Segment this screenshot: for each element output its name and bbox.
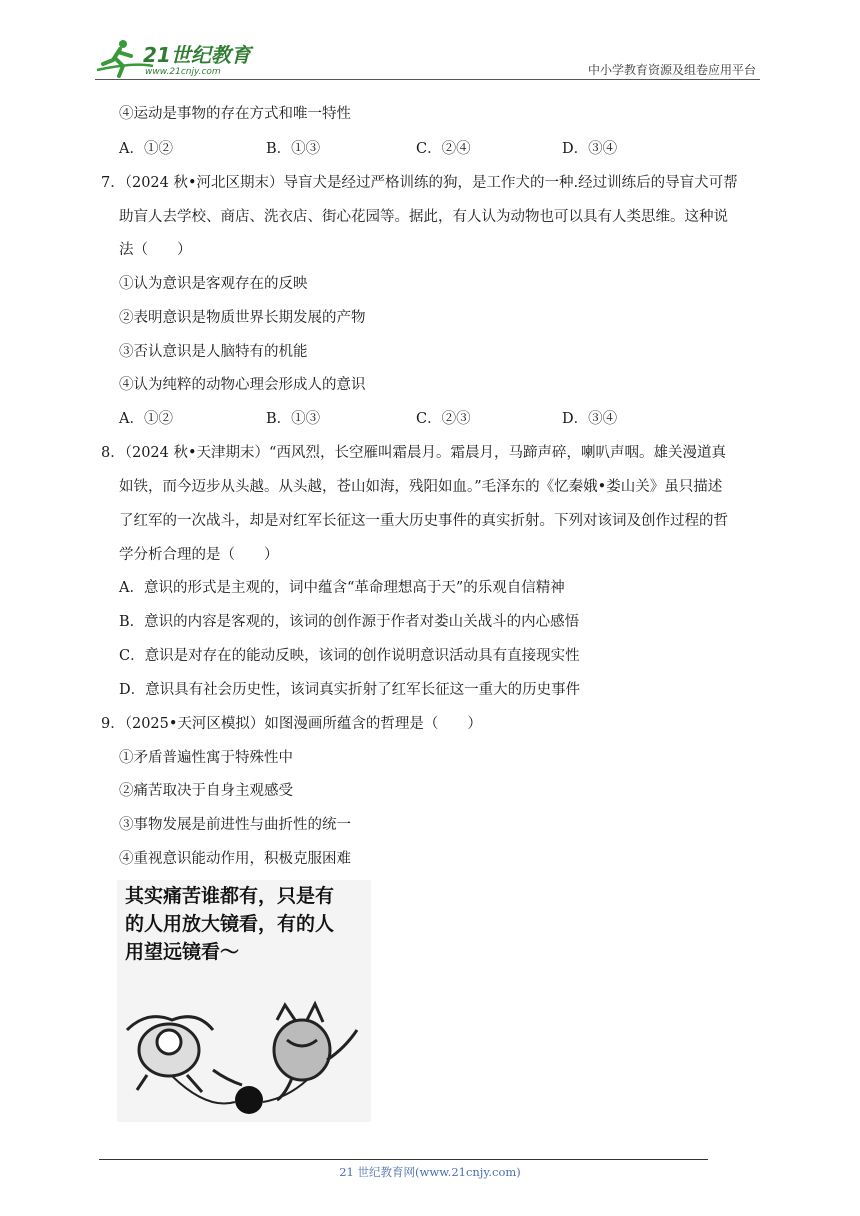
cartoon-caption-1: 其实痛苦谁都有，只是有 <box>125 885 335 907</box>
q8-stem-line-4: 学分析合理的是（ ） <box>119 547 279 563</box>
q7-option-d: D．③④ <box>562 411 618 427</box>
q8-stem-line-1: 8．（2024 秋•天津期末）“西风烈，长空雁叫霜晨月。霜晨月，马蹄声碎，喇叭声咽。雄关漫道真 <box>101 445 726 461</box>
q9-item-3: ③事物发展是前进性与曲折性的统一 <box>119 817 351 833</box>
q7-item-2: ②表明意识是物质世界长期发展的产物 <box>119 310 366 326</box>
prev-option-c: C．②④ <box>416 141 471 157</box>
header-divider <box>95 79 760 80</box>
q7-stem-line-2: 助盲人去学校、商店、洗衣店、街心花园等。据此，有人认为动物也可以具有人类思维。这种说 <box>119 209 728 225</box>
platform-name: 中小学教育资源及组卷应用平台 <box>587 63 756 77</box>
cartoon-image <box>117 880 371 1122</box>
q7-option-a: A．①② <box>119 411 173 427</box>
q7-item-1: ①认为意识是客观存在的反映 <box>119 276 308 292</box>
q9-stem: 9．（2025•天河区模拟）如图漫画所蕴含的哲理是（ ） <box>101 716 482 732</box>
q7-stem-line-3: 法（ ） <box>119 242 192 258</box>
q9-item-2: ②痛苦取决于自身主观感受 <box>119 783 293 799</box>
q8-option-a: A．意识的形式是主观的，词中蕴含“革命理想高于天”的乐观自信精神 <box>119 580 565 596</box>
q8-stem-line-3: 了红军的一次战斗，却是对红军长征这一重大历史事件的真实折射。下列对该词及创作过程的哲 <box>119 513 728 529</box>
q7-item-3: ③否认意识是人脑特有的机能 <box>119 344 308 360</box>
q7-option-c: C．②③ <box>416 411 471 427</box>
q7-stem-line-1: 7．（2024 秋•河北区期末）导盲犬是经过严格训练的狗，是工作犬的一种.经过训练后的导盲犬可帮 <box>101 175 738 191</box>
cartoon-ball <box>235 1086 263 1114</box>
q8-option-c: C．意识是对存在的能动反映，该词的创作说明意识活动具有直接现实性 <box>119 648 580 664</box>
prev-option-a: A．①② <box>119 141 173 157</box>
site-logo <box>93 36 263 80</box>
svg-text:www.21cnjy.com: www.21cnjy.com <box>145 67 221 77</box>
logo-runner-head <box>119 40 127 48</box>
prev-option-b: B．①③ <box>266 141 321 157</box>
q9-item-1: ①矛盾普遍性寓于特殊性中 <box>119 750 293 766</box>
prev-item-4: ④运动是事物的存在方式和唯一特性 <box>119 106 351 122</box>
cartoon-caption-2: 的人用放大镜看，有的人 <box>125 913 335 935</box>
footer-divider <box>99 1159 708 1160</box>
q8-stem-line-2: 如铁，而今迈步从头越。从头越，苍山如海，残阳如血。”毛泽东的《忆秦娥•娄山关》虽只描述 <box>119 479 723 495</box>
q9-item-4: ④重视意识能动作用，积极克服困难 <box>119 851 351 867</box>
q8-option-d: D．意识具有社会历史性，该词真实折射了红军长征这一重大的历史事件 <box>119 682 581 698</box>
svg-text:21世纪教育: 21世纪教育 <box>143 43 251 67</box>
cartoon-caption-3: 用望远镜看～ <box>125 941 240 963</box>
q7-option-b: B．①③ <box>266 411 321 427</box>
prev-option-d: D．③④ <box>562 141 618 157</box>
q8-option-b: B．意识的内容是客观的，该词的创作源于作者对娄山关战斗的内心感悟 <box>119 614 580 630</box>
footer-link[interactable]: 21 世纪教育网(www.21cnjy.com) <box>339 1165 521 1179</box>
q7-item-4: ④认为纯粹的动物心理会形成人的意识 <box>119 377 366 393</box>
